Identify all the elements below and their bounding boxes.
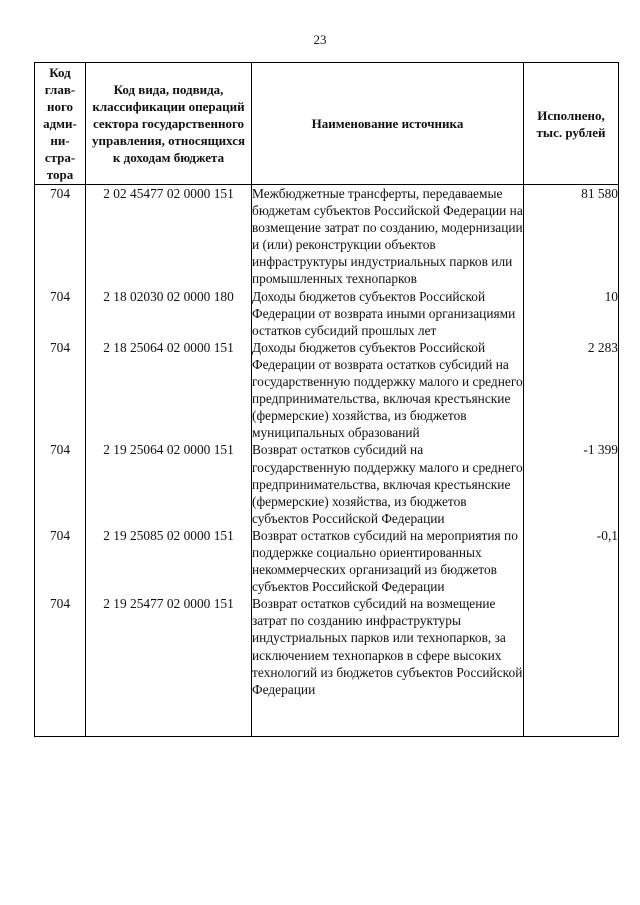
admin-code-cell: 704 <box>35 527 86 595</box>
revenue-sources-table <box>34 62 619 737</box>
table-row <box>35 339 619 442</box>
source-name-cell: Возврат остатков субсидий на государственную поддержку малого и среднего предпринимательства, включая крестьянские (фермерские) хозяйства, из бюджетов субъектов Российской Федерации <box>252 442 523 526</box>
page-number: 23 <box>313 32 327 47</box>
classification-code-cell: 2 02 45477 02 0000 151 <box>86 185 252 288</box>
admin-code-cell: 704 <box>35 288 86 339</box>
header-admin-code: Код глав-ного адми-ни-стра-тора <box>35 63 86 185</box>
table-row <box>35 527 619 595</box>
table-row <box>35 288 619 339</box>
header-amount: Исполнено, тыс. рублей <box>524 63 619 185</box>
source-name-cell: Возврат остатков субсидий на возмещение затрат по созданию инфраструктуры индустриальных парков или технопарков, за исключением технопарков в сфере высоких технологий из бюджетов субъектов Российской Федерации <box>252 596 523 697</box>
admin-code-cell: 704 <box>35 441 86 526</box>
classification-code-cell: 2 19 25064 02 0000 151 <box>86 441 252 526</box>
source-name-cell: Межбюджетные трансферты, передаваемые бюджетам субъектов Российской Федерации на возмещение затрат по созданию, модернизации и (или) реконструкции объектов инфраструктуры индустриальных парков или промышленных технопарков <box>252 186 523 287</box>
amount-cell: -0,1 <box>524 527 619 595</box>
table-row <box>35 441 619 526</box>
classification-code-cell: 2 18 25064 02 0000 151 <box>86 339 252 442</box>
admin-code-cell: 704 <box>35 339 86 442</box>
amount-cell <box>524 595 619 698</box>
classification-code-cell: 2 19 25477 02 0000 151 <box>86 595 252 698</box>
admin-code-cell: 704 <box>35 595 86 698</box>
table-row <box>35 595 619 698</box>
table-row <box>35 185 619 288</box>
amount-cell: 10 <box>524 288 619 339</box>
table-body <box>35 185 619 737</box>
admin-code-cell: 704 <box>35 185 86 288</box>
table-header-row <box>35 63 619 185</box>
source-name-cell: Доходы бюджетов субъектов Российской Федерации от возврата иными организациями остатков субсидий прошлых лет <box>252 288 524 339</box>
classification-code-cell: 2 19 25085 02 0000 151 <box>86 527 252 595</box>
table-bottom-spacer <box>35 698 619 737</box>
amount-cell: 2 283 <box>524 339 619 442</box>
header-classification-code: Код вида, подвида, классификации операций сектора государственного управления, относящихся к доходам бюджета <box>86 63 252 185</box>
amount-cell: 81 580 <box>524 185 619 288</box>
header-source-name: Наименование источника <box>252 63 524 185</box>
amount-cell: -1 399 <box>524 441 619 526</box>
classification-code-cell: 2 18 02030 02 0000 180 <box>86 288 252 339</box>
source-name-cell: Возврат остатков субсидий на мероприятия по поддержке социально ориентированных некоммерческих организаций из бюджетов субъектов Российской Федерации <box>252 527 524 595</box>
source-name-cell: Доходы бюджетов субъектов Российской Федерации от возврата остатков субсидий на государственную поддержку малого и среднего предпринимательства, включая крестьянские (фермерские) хозяйства, из бюджетов муниципальных образований <box>252 339 523 441</box>
